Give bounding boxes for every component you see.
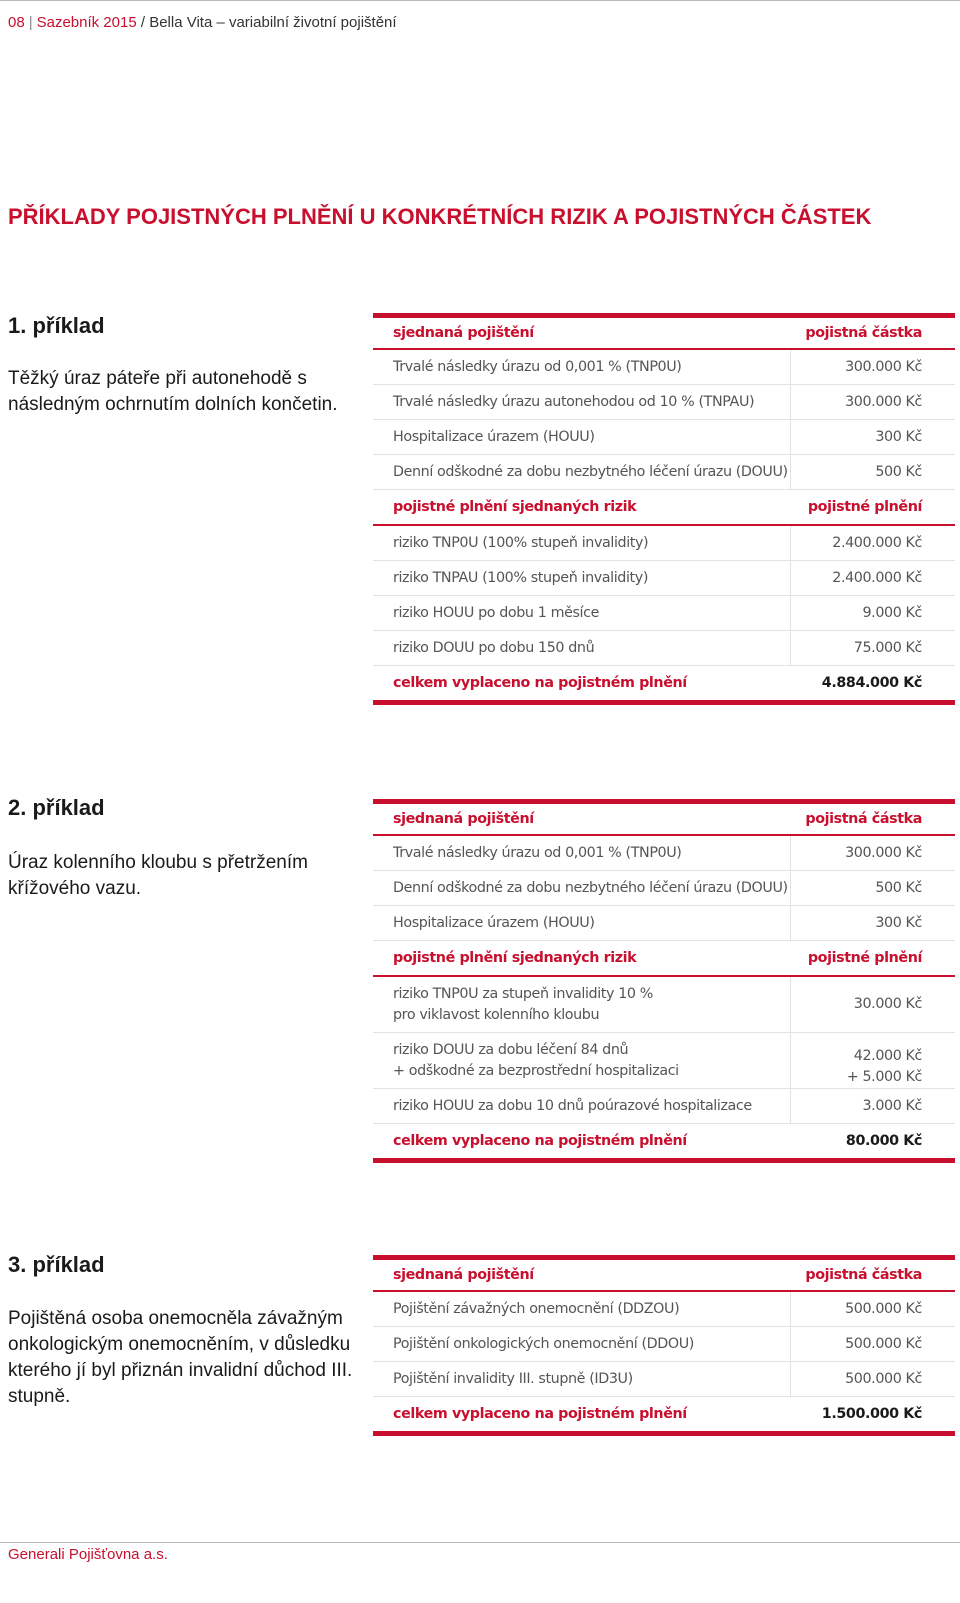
header-product: Bella Vita – variabilní životní pojištění [149,14,397,31]
row-value: 300 Kč [790,420,955,454]
total-label: celkem vyplaceno na pojistném plnění [393,1132,687,1149]
example-2-title: 2. příklad [8,795,105,820]
row-value: 500.000 Kč [790,1362,955,1396]
example-1-description: Těžký úraz páteře při autonehodě s následným ochrnutím dolních končetin. [8,368,338,415]
total-value: 1.500.000 Kč [821,1405,922,1422]
col-header-amount: pojistná částka [805,324,922,341]
table-row [373,385,955,420]
row-label [373,984,790,1026]
table-row [373,1362,955,1397]
row-value: 3.000 Kč [790,1089,955,1123]
row-value: 300.000 Kč [790,385,955,419]
example-1-table [373,313,955,705]
table-row [373,350,955,385]
row-label-line: pro viklavost kolenního kloubu [393,1006,600,1023]
row-label: Denní odškodné za dobu nezbytného léčení úrazu (DOUU) [393,463,788,480]
footer-rule [0,1542,960,1543]
table-row [373,1327,955,1362]
col-header-insured: sjednaná pojištění [393,1266,534,1283]
col-header-amount: pojistná částka [805,1266,922,1283]
row-value: 300.000 Kč [790,350,955,384]
total-value: 80.000 Kč [845,1132,922,1149]
top-rule [0,0,960,1]
row-value-line: + 5.000 Kč [846,1069,922,1085]
row-value: 500 Kč [790,455,955,489]
subheader-value: pojistné plnění [807,949,922,966]
example-2-table [373,799,955,1163]
subheader-value: pojistné plnění [807,498,922,515]
col-header-insured: sjednaná pojištění [393,324,534,341]
row-label: riziko HOUU za dobu 10 dnů poúrazové hospitalizace [393,1097,752,1114]
row-label-line: riziko TNP0U za stupeň invalidity 10 % [393,985,653,1002]
page-title: PŘÍKLADY POJISTNÝCH PLNĚNÍ U KONKRÉTNÍCH RIZIK A POJISTNÝCH ČÁSTEK [8,204,872,229]
table-row [373,420,955,455]
total-value: 4.884.000 Kč [821,674,922,691]
row-label: riziko HOUU po dobu 1 měsíce [393,604,599,621]
total-label: celkem vyplaceno na pojistném plnění [393,1405,687,1422]
row-label: Hospitalizace úrazem (HOUU) [393,914,595,931]
subheader-label: pojistné plnění sjednaných rizik [393,949,637,966]
header-brand: Sazebník 2015 [36,14,137,31]
row-label: Denní odškodné za dobu nezbytného léčení úrazu (DOUU) [393,879,788,896]
table-header-row [373,1255,955,1292]
table-row [373,561,955,596]
table-total-row [373,666,955,705]
example-1-title: 1. příklad [8,313,105,338]
row-label: Pojištění invalidity III. stupně (ID3U) [393,1370,633,1387]
row-label: riziko TNPAU (100% stupeň invalidity) [393,569,648,586]
total-label: celkem vyplaceno na pojistném plnění [393,674,687,691]
row-value: 300.000 Kč [790,836,955,870]
col-header-amount: pojistná částka [805,810,922,827]
row-value: 75.000 Kč [790,631,955,665]
row-label: Trvalé následky úrazu autonehodou od 10 % (TNPAU) [393,393,755,410]
header-divider: | [28,14,33,31]
table-row [373,906,955,941]
footer-company: Generali Pojišťovna a.s. [8,1546,168,1563]
row-label [373,1040,790,1082]
table-row [373,455,955,490]
page-header: 08 | Sazebník 2015 / Bella Vita – variabilní životní pojištění [8,14,397,31]
table-total-row [373,1124,955,1163]
row-value-line: 42.000 Kč [853,1048,922,1064]
example-2-description: Úraz kolenního kloubu s přetržením křížového vazu. [8,852,308,899]
page-number: 08 [8,14,25,31]
table-row [373,1292,955,1327]
table-row [373,596,955,631]
col-header-insured: sjednaná pojištění [393,810,534,827]
row-value: 500.000 Kč [790,1327,955,1361]
row-label-line: riziko DOUU za dobu léčení 84 dnů [393,1041,629,1058]
row-label: Pojištění onkologických onemocnění (DDOU) [393,1335,694,1352]
table-row [373,871,955,906]
table-row [373,631,955,666]
row-value: 300 Kč [790,906,955,940]
table-row [373,1033,955,1089]
table-header-row [373,799,955,836]
example-3-description: Pojištěná osoba onemocněla závažným onkologickým onemocněním, v důsledku kterého jí byl přiznán invalidní důchod III. stupně. [8,1308,353,1407]
subheader-label: pojistné plnění sjednaných rizik [393,498,637,515]
row-label-line: + odškodné za bezprostřední hospitalizaci [393,1062,679,1079]
row-label: Hospitalizace úrazem (HOUU) [393,428,595,445]
table-header-row [373,313,955,350]
table-subheader-row [373,490,955,526]
table-row [373,1089,955,1124]
table-row [373,977,955,1033]
row-value [790,1033,955,1088]
table-row [373,526,955,561]
row-value: 2.400.000 Kč [790,561,955,595]
row-value: 30.000 Kč [790,977,955,1032]
row-label: Pojištění závažných onemocnění (DDZOU) [393,1300,680,1317]
row-label: Trvalé následky úrazu od 0,001 % (TNP0U) [393,358,682,375]
example-3-title: 3. příklad [8,1252,105,1277]
row-value: 500 Kč [790,871,955,905]
row-label: Trvalé následky úrazu od 0,001 % (TNP0U) [393,844,682,861]
table-row [373,836,955,871]
row-label: riziko DOUU po dobu 150 dnů [393,639,595,656]
row-label: riziko TNP0U (100% stupeň invalidity) [393,534,649,551]
table-total-row [373,1397,955,1436]
row-value: 2.400.000 Kč [790,526,955,560]
example-3-table [373,1255,955,1436]
row-value: 9.000 Kč [790,596,955,630]
table-subheader-row [373,941,955,977]
row-value: 500.000 Kč [790,1292,955,1326]
